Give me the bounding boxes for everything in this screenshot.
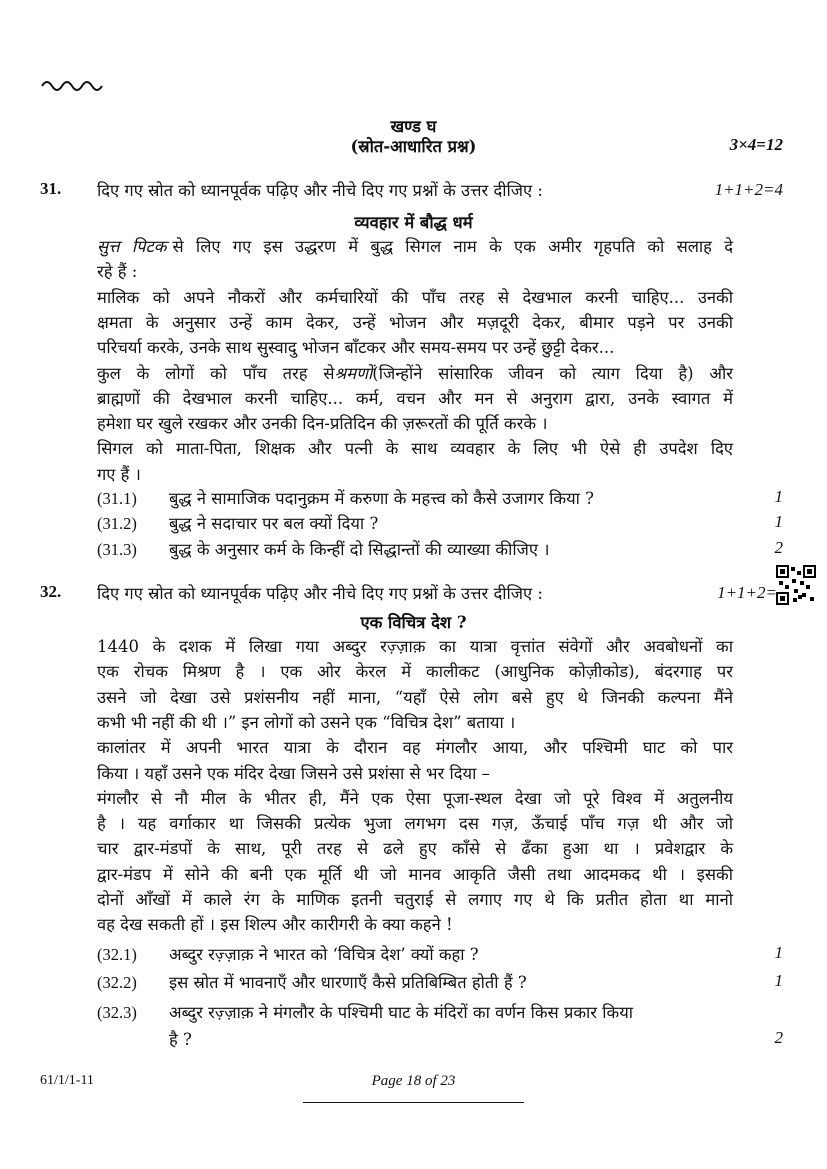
text-segment: कुल के लोगों को पाँच तरह से: [97, 363, 335, 383]
passage-line: [97, 336, 733, 360]
sub-question-marks: 1: [774, 971, 783, 990]
passage-line: [97, 686, 733, 710]
question-marks: 1+1+2=: [717, 583, 777, 602]
footer-rule: [303, 1102, 524, 1103]
passage-line: [97, 837, 733, 861]
text-segment: रहे हैं :: [97, 262, 138, 282]
text-segment: 1440 के दशक में लिखा गया अब्दुर रज़्ज़ाक़ का यात्रा वृत्तांत संवेगों और अवबोधनों का: [97, 637, 733, 656]
text-segment: से लिए गए इस उद्धरण में बुद्ध सिगल नाम के एक अमीर गृहपति को सलाह दे: [172, 237, 733, 256]
passage-line: [97, 387, 733, 411]
passage-line: [97, 660, 733, 684]
text-segment: वह देख सकती हों । इस शिल्प और कारीगरी के क्या कहने !: [97, 915, 453, 935]
text-segment: ब्राह्मणों की देखभाल करनी चाहिए... कर्म, वचन और मन से अनुराग द्वारा, उनके स्वागत में: [97, 388, 733, 408]
sub-question-marks: 2: [774, 1028, 783, 1047]
passage-line: [97, 863, 733, 887]
sub-question-number: (31.1): [97, 489, 137, 508]
passage-line: [97, 463, 733, 487]
passage-line: [97, 311, 733, 335]
passage-line: [97, 888, 733, 912]
sub-question-text: अब्दुर रज़्ज़ाक़ ने भारत को ‘विचित्र देश’ क्यों कहा ?: [169, 945, 479, 964]
text-segment: है । यह वर्गाकार था जिसकी प्रत्येक भुजा लगभग दस गज़, ऊँचाई पाँच गज़ थी और जो: [97, 814, 733, 834]
sub-question-number: (32.1): [97, 945, 137, 964]
text-segment: किया । यहाँ उसने एक मंदिर देखा जिसने उसे प्रशंसा से भर दिया –: [97, 763, 490, 783]
sub-question-continuation: है ?: [169, 1030, 192, 1049]
question-instruction: दिए गए स्रोत को ध्यानपूर्वक पढ़िए और नीचे दिए गए प्रश्नों के उत्तर दीजिए :: [97, 584, 543, 603]
squiggle-mark: [40, 76, 108, 94]
question-number: 31.: [40, 179, 62, 198]
passage-line: [97, 437, 733, 461]
passage-line: [97, 711, 733, 735]
sub-question-text: बुद्ध ने सामाजिक पदानुक्रम में करुणा के महत्त्व को कैसे उजागर किया ?: [169, 489, 595, 508]
section-marks: 3×4=12: [729, 135, 783, 154]
sub-question: [97, 486, 594, 509]
text-segment: एक रोचक मिश्रण है । एक ओर केरल में कालीकट (आधुनिक कोज़ीकोड), बंदरगाह पर: [97, 662, 733, 682]
text-segment: द्वार-मंडप में सोने की बनी एक मूर्ति थी जो मानव आकृति जैसी तथा आदमकद थी । इसकी: [97, 864, 733, 884]
question-instruction: दिए गए स्रोत को ध्यानपूर्वक पढ़िए और नीचे दिए गए प्रश्नों के उत्तर दीजिए :: [97, 181, 543, 200]
sub-question: [97, 942, 479, 965]
sub-question-marks: 2: [774, 538, 783, 557]
sub-question-marks: 1: [774, 512, 783, 531]
passage-line: [97, 260, 733, 284]
source-title: व्यवहार में बौद्ध धर्म: [354, 213, 473, 232]
passage-line: [97, 286, 733, 310]
qr-code-icon: [776, 565, 816, 605]
passage-line: [97, 762, 733, 786]
passage-line: [97, 412, 733, 436]
text-segment: परिचर्या करके, उनके साथ सुस्वादु भोजन बाँटकर और समय-समय पर उन्हें छुट्टी देकर...: [97, 338, 615, 358]
sub-question-text: बुद्ध ने सदाचार पर बल क्यों दिया ?: [169, 514, 379, 533]
text-segment: चार द्वार-मंडपों के साथ, पूरी तरह से ढले हुए काँसे से ढँका हुआ था । प्रवेशद्वार के: [97, 839, 733, 859]
sub-question: [97, 1000, 633, 1023]
sub-question-number: (32.2): [97, 973, 137, 992]
passage-line: [97, 812, 733, 836]
text-segment: क्षमता के अनुसार उन्हें काम देकर, उन्हें भोजन और मज़दूरी देकर, बीमार पड़ने पर उनकी: [97, 312, 733, 332]
passage-line: [97, 787, 733, 811]
passage-line: [97, 635, 733, 659]
question-number: 32.: [40, 582, 62, 601]
paper-code: 61/1/1-11: [40, 1073, 94, 1088]
text-segment: कभी भी नहीं की थी ।” इन लोगों को उसने एक “विचित्र देश” बताया ।: [97, 712, 516, 732]
sub-question-number: (31.2): [97, 514, 137, 533]
sub-question: [97, 970, 527, 993]
text-segment: (जिन्होंने सांसारिक जीवन को त्याग दिया है) और: [372, 363, 733, 383]
question-marks: 1+1+2=4: [714, 180, 783, 199]
text-segment: हमेशा घर खुले रखकर और उनकी दिन-प्रतिदिन की ज़रूरतों की पूर्ति करके ।: [97, 414, 548, 434]
sub-question-text: इस स्रोत में भावनाएँ और धारणाएँ कैसे प्रतिबिम्बित होती हैं ?: [169, 973, 527, 992]
passage-line: [97, 235, 733, 259]
passage-line: [97, 913, 733, 937]
section-subtitle: (स्रोत-आधारित प्रश्न): [350, 137, 477, 156]
passage-line: [97, 362, 733, 386]
sub-question-number: (31.3): [97, 540, 137, 559]
text-segment: कालांतर में अपनी भारत यात्रा के दौरान वह मंगलौर आया, और पश्चिमी घाट को पार: [97, 738, 733, 758]
text-segment: मंगलौर से नौ मील के भीतर ही, मैंने एक ऐसा पूजा-स्थल देखा जो पूरे विश्व में अतुलनीय: [97, 788, 733, 808]
sub-question-text: अब्दुर रज़्ज़ाक़ ने मंगलौर के पश्चिमी घाट के मंदिरों का वर्णन किस प्रकार किया: [169, 1003, 634, 1022]
text-segment: उसने जो देखा उसे प्रशंसनीय नहीं माना, “यहाँ ऐसे लोग बसे हुए थे जिनकी कल्पना मैंने: [97, 687, 733, 707]
sub-question-marks: 1: [774, 943, 783, 962]
text-segment: दोनों आँखों में काले रंग के माणिक इतनी चतुराई से लगाए गए थे कि प्रतीत होता था मानो: [97, 890, 733, 909]
text-segment: श्रमणों: [334, 363, 373, 383]
passage-line: [97, 736, 733, 760]
section-title: खण्ड घ: [390, 117, 437, 136]
sub-question-number: (32.3): [97, 1003, 137, 1022]
text-segment: सिगल को माता-पिता, शिक्षक और पत्नी के साथ व्यवहार के लिए भी ऐसे ही उपदेश दिए: [97, 439, 733, 459]
sub-question: [97, 537, 549, 560]
sub-question-text: बुद्ध के अनुसार कर्म के किन्हीं दो सिद्धान्तों की व्याख्या कीजिए ।: [169, 540, 550, 559]
page-number: Page 18 of 23: [371, 1073, 456, 1089]
text-segment: सुत्त पिटक: [97, 237, 167, 256]
sub-question-marks: 1: [774, 487, 783, 506]
text-segment: मालिक को अपने नौकरों और कर्मचारियों की पाँच तरह से देखभाल करनी चाहिए... उनकी: [97, 287, 733, 307]
text-segment: गए हैं ।: [97, 464, 141, 484]
source-title: एक विचित्र देश ?: [360, 613, 467, 632]
sub-question: [97, 511, 378, 534]
